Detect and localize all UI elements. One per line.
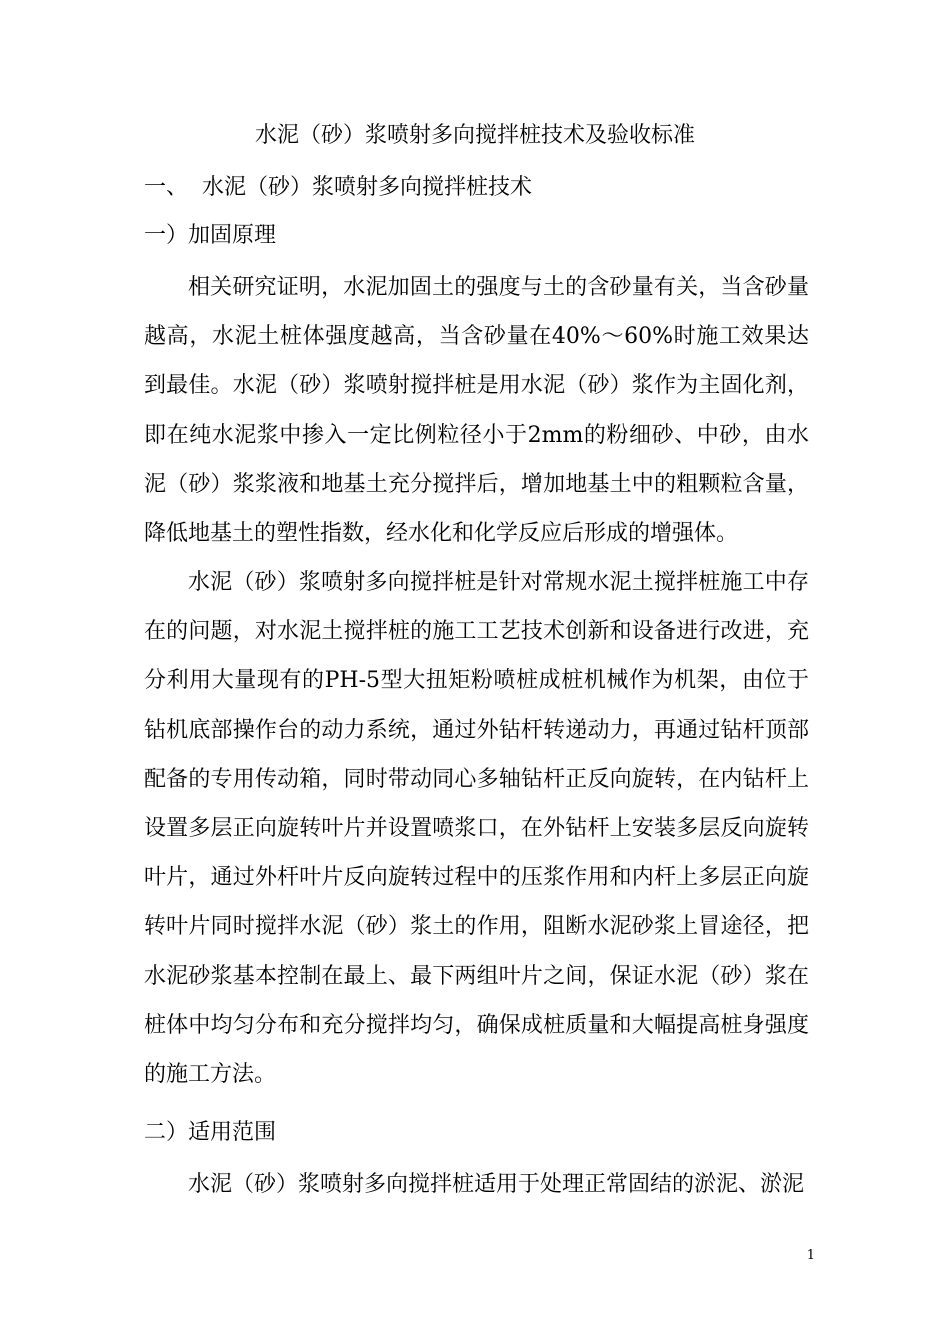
subsection-heading-principle: 一）加固原理 <box>144 223 277 248</box>
section-number: 一、 <box>144 175 189 200</box>
paragraph-principle-2: 水泥（砂）浆喷射多向搅拌桩是针对常规水泥土搅拌桩施工中存在的问题，对水泥土搅拌桩的施工工艺技术创新和设备进行改进，充分利用大量现有的PH-5型大扭矩粉喷桩成桩机械作为机架，由位于钻机底部操作台的动力系统，通过外钻杆转递动力，再通过钻杆顶部配备的专用传动箱，同时带动同心多轴钻杆正反向旋转，在内钻杆上设置多层正向旋转叶片并设置喷浆口，在外钻杆上安装多层反向旋转叶片，通过外杆叶片反向旋转过程中的压浆作用和内杆上多层正向旋转叶片同时搅拌水泥（砂）浆土的作用，阻断水泥砂浆上冒途径，把水泥砂浆基本控制在最上、最下两组叶片之间，保证水泥（砂）浆在桩体中均匀分布和充分搅拌均匀，确保成桩质量和大幅提高桩身强度的施工方法。 <box>144 570 809 1088</box>
paragraph-principle-1: 相关研究证明，水泥加固土的强度与土的含砂量有关，当含砂量越高，水泥土桩体强度越高，当含砂量在40%～60%时施工效果达到最佳。水泥（砂）浆喷射搅拌桩是用水泥（砂）浆作为主固化剂，即在纯水泥浆中掺入一定比例粒径小于2mm的粉细砂、中砂，由水泥（砂）浆浆液和地基土充分搅拌后，增加地基土中的粗颗粒含量，降低地基土的塑性指数，经水化和化学反应后形成的增强体。 <box>144 275 809 547</box>
document-title: 水泥（砂）浆喷射多向搅拌桩技术及验收标准 <box>254 123 695 148</box>
page-number: 1 <box>806 1248 815 1263</box>
section-heading-1 <box>144 168 532 208</box>
section-title: 水泥（砂）浆喷射多向搅拌桩技术 <box>202 175 533 200</box>
subsection-heading-scope: 二）适用范围 <box>144 1120 277 1145</box>
paragraph-scope: 水泥（砂）浆喷射多向搅拌桩适用于处理正常固结的淤泥、淤泥 <box>188 1172 805 1197</box>
